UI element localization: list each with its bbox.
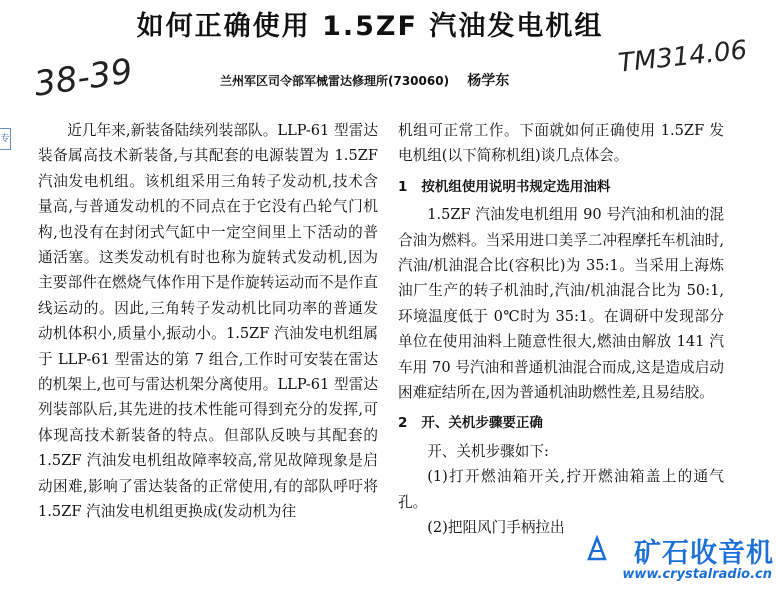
article-title: 如何正确使用 1.5ZF 汽油发电机组	[136, 11, 604, 42]
author-name: 杨学东	[467, 73, 510, 89]
section-1-body: 1.5ZF 汽油发电机组用 90 号汽油和机油的混合油为燃料。当采用进口美孚二冲程摩托车机油时,汽油/机油混合比(容积比)为 35:1。当采用上海炼油厂生产的转子机油时,汽油/机油混合比为 50:1,环境温度低于 0℃时为 35:1。在调研中发现部分单位在使用油料上随意性很大,燃油由解放 141 汽车用 70 号汽油和普通机油混合而成,这是造成启动困难症结所在,因为普通机油助燃性差,且易结胶。	[398, 206, 724, 402]
side-tab[interactable]: 专	[0, 128, 11, 150]
intro-paragraph: 机组可正常工作。下面就如何正确使用 1.5ZF 发电机组(以下简称机组)谈几点体会。	[398, 122, 724, 165]
left-column	[38, 118, 378, 591]
section-2-step-2: (2)把阻风门手柄拉出	[427, 519, 565, 537]
section-2-title: 开、关机步骤要正确	[421, 415, 543, 432]
handwritten-classification-code: TM314.06	[616, 35, 749, 79]
radio-logo-icon	[586, 535, 608, 561]
section-2-step-1: (1)打开燃油箱开关,拧开燃油箱盖上的通气孔。	[398, 468, 724, 511]
watermark-url: www.crystalradio.cn	[622, 567, 772, 582]
section-2-heading	[398, 411, 724, 436]
watermark-name: 矿石收音机	[634, 538, 774, 569]
section-1-title: 按机组使用说明书规定选用油料	[421, 178, 611, 195]
handwritten-page-range: 38-39	[31, 51, 136, 105]
body-paragraph: 近几年来,新装备陆续列装部队。LLP-61 型雷达装备属高技术新装备,与其配套的电源装置为 1.5ZF 汽油发电机组。该机组采用三角转子发动机,技术含量高,与普通发动机的不同点在于它没有凸轮气门机构,也没有在封闭式气缸中一定空间里上下活动的普通活塞。这类发动机有时也称为旋转式发动机,因为主要部件在燃烧气体作用下是作旋转运动而不是作直线运动的。因此,三角转子发动机比同功率的普通发动机体积小,质量小,振动小。1.5ZF 汽油发电机组属于 LLP-61 型雷达的第 7 组合,工作时可安装在雷达的机架上,也可与雷达机架分离使用。LLP-61 型雷达列装部队后,其先进的技术性能可得到充分的发挥,可体现高技术新装备的特点。但部队反映与其配套的 1.5ZF 汽油发电机组故障率较高,常见故障现象是启动困难,影响了雷达装备的正常使用,有的部队呼吁将 1.5ZF 汽油发电机组更换成(发动机为往	[38, 122, 378, 521]
section-1-heading	[398, 175, 724, 200]
right-column	[398, 118, 724, 591]
author-affiliation: 兰州军区司令部军械雷达修理所(730060)	[220, 74, 450, 88]
section-2-number: 2	[398, 415, 408, 432]
site-watermark	[584, 531, 774, 589]
section-2-intro: 开、关机步骤如下:	[427, 442, 549, 460]
byline	[220, 70, 509, 90]
section-1-number: 1	[398, 178, 408, 195]
